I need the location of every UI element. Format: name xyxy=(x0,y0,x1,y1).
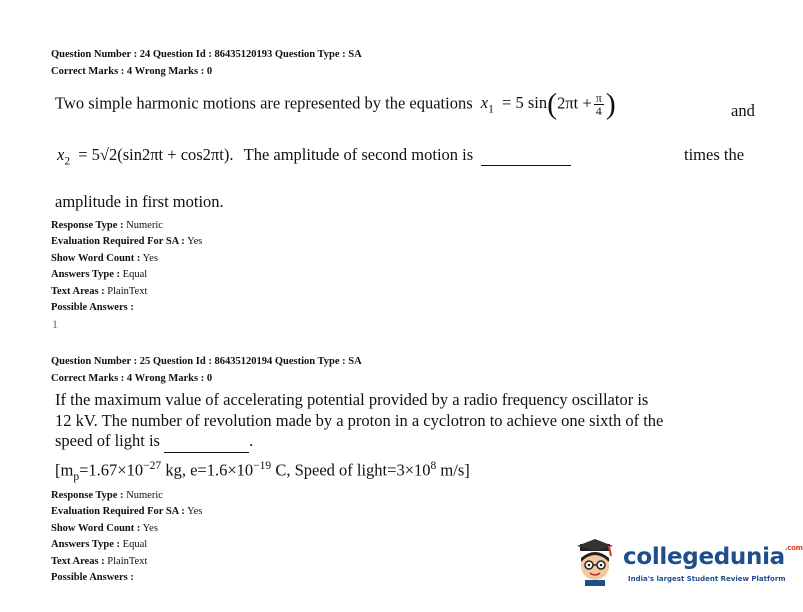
question-24-marks: Correct Marks : 4 Wrong Marks : 0 xyxy=(51,66,213,77)
possible-answer-value: 1 xyxy=(52,317,58,331)
question-25-meta xyxy=(51,488,202,586)
meta-response-type: Response Type : Numeric xyxy=(51,490,163,501)
meta-answers-type: Answers Type : Equal xyxy=(51,269,148,281)
mascot-icon xyxy=(575,538,615,586)
meta-evaluation: Evaluation Required For SA : Yes xyxy=(51,506,203,518)
question-25-body xyxy=(55,390,663,487)
question-25-line-3: speed of light is . xyxy=(55,431,663,453)
question-24-and: and xyxy=(731,101,755,120)
meta-text-areas: Text Areas : PlainText xyxy=(51,555,148,567)
meta-answers-type: Answers Type : Equal xyxy=(51,539,148,551)
meta-text-areas: Text Areas : PlainText xyxy=(51,285,148,297)
question-24-line-1 xyxy=(55,87,616,121)
brand-logo-tld: .com xyxy=(784,544,803,552)
eq1-fraction xyxy=(594,92,604,117)
question-25-given-values: [$m_p=1.67\times 10^{-27}$ kg, $e=1.6\times 10^{-19}$ C, Speed of $light=3\times 10^8$ m/s] xyxy=(55,459,470,483)
question-24-header: Question Number : 24 Question Id : 86435120193 Question Type : SA xyxy=(51,49,362,60)
eq2-variable: x xyxy=(57,145,65,164)
eq2-subscript: 2 xyxy=(64,155,71,168)
eq1-paren-close: ) xyxy=(605,87,616,121)
meta-possible-answers: Possible Answers : xyxy=(51,572,134,584)
question-24-text-2: The amplitude of second motion is xyxy=(243,145,474,164)
fraction-numerator: π xyxy=(595,91,602,105)
fraction-denominator: 4 xyxy=(595,104,602,118)
question-24-text: Two simple harmonic motions are represented by the equations xyxy=(55,93,473,113)
eq1-variable: x xyxy=(480,93,489,113)
question-24-line-3: amplitude in first motion. xyxy=(55,192,224,211)
question-25-marks: Correct Marks : 4 Wrong Marks : 0 xyxy=(51,373,213,384)
eq1-subscript: 1 xyxy=(488,103,494,116)
eq1-paren-open: ( xyxy=(547,87,558,121)
eq1-argument: 2πt + xyxy=(557,93,592,113)
eq2-rhs: = 5√2(sin2πt + cos2πt). xyxy=(78,145,234,164)
meta-possible-answers: Possible Answers : xyxy=(51,302,134,314)
question-25-line-2: 12 kV. The number of revolution made by a proton in a cyclotron to achieve one sixth of the xyxy=(55,410,664,430)
question-24-line-2 xyxy=(57,145,571,167)
brand-tagline: India's largest Student Review Platform xyxy=(628,575,786,583)
eq1-rhs: = 5 sin xyxy=(502,93,548,113)
question-24-line-2-end: times the xyxy=(684,145,745,164)
question-25-line-1: If the maximum value of accelerating potential provided by a radio frequency oscillator is xyxy=(55,390,649,409)
question-24-meta xyxy=(51,218,202,316)
meta-word-count: Show Word Count : Yes xyxy=(51,252,158,264)
meta-response-type: Response Type : Numeric xyxy=(51,220,163,231)
meta-word-count: Show Word Count : Yes xyxy=(51,522,158,534)
brand-logo-name: collegedunia$^{.com}$ xyxy=(623,544,803,570)
meta-evaluation: Evaluation Required For SA : Yes xyxy=(51,236,203,248)
question-25-header: Question Number : 25 Question Id : 86435120194 Question Type : SA xyxy=(51,356,362,367)
answer-blank xyxy=(164,431,249,453)
answer-blank xyxy=(481,145,571,166)
